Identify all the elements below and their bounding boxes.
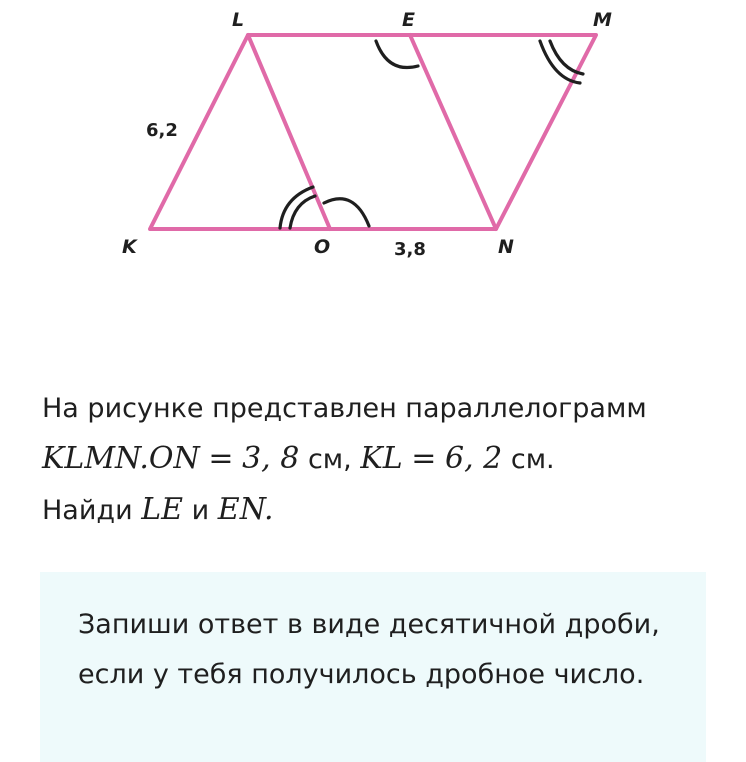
label-n: N (498, 236, 514, 258)
segment-en (410, 35, 496, 229)
parallelogram-klmn (150, 35, 596, 229)
and-word: и (191, 495, 210, 526)
math-equals-1: = (208, 441, 234, 476)
value-kl: 6, 2 (445, 441, 503, 476)
unit-on: см, (307, 444, 352, 475)
math-equals-2: = (411, 441, 437, 476)
label-e: E (402, 9, 415, 31)
hint-box (40, 572, 706, 762)
math-le: LE (141, 492, 184, 527)
unit-kl: см. (510, 444, 555, 475)
math-final-dot: . (264, 492, 274, 527)
angle-arc-kol-inner (290, 196, 315, 228)
math-klmn-on: KLMN.ON (42, 441, 200, 476)
length-on: 3,8 (394, 239, 426, 260)
length-kl: 6,2 (146, 120, 178, 141)
ask-word: Найди (42, 495, 133, 526)
math-kl: KL (360, 441, 403, 476)
label-l: L (232, 9, 245, 31)
hint-text: Запиши ответ в виде десятичной дроби, если у тебя получилось дробное число. (78, 609, 660, 690)
problem-line-1: На рисунке представлен параллелограмм (42, 393, 647, 424)
value-on: 3, 8 (242, 441, 300, 476)
parallelogram-diagram (0, 0, 746, 300)
angle-arc-lon (324, 199, 369, 226)
segment-lo (248, 35, 330, 229)
label-o: O (314, 236, 331, 258)
angle-arc-leo (376, 41, 418, 68)
math-en: EN (217, 492, 265, 527)
problem-statement (42, 384, 722, 536)
label-m: M (593, 9, 612, 31)
label-k: K (122, 236, 137, 258)
